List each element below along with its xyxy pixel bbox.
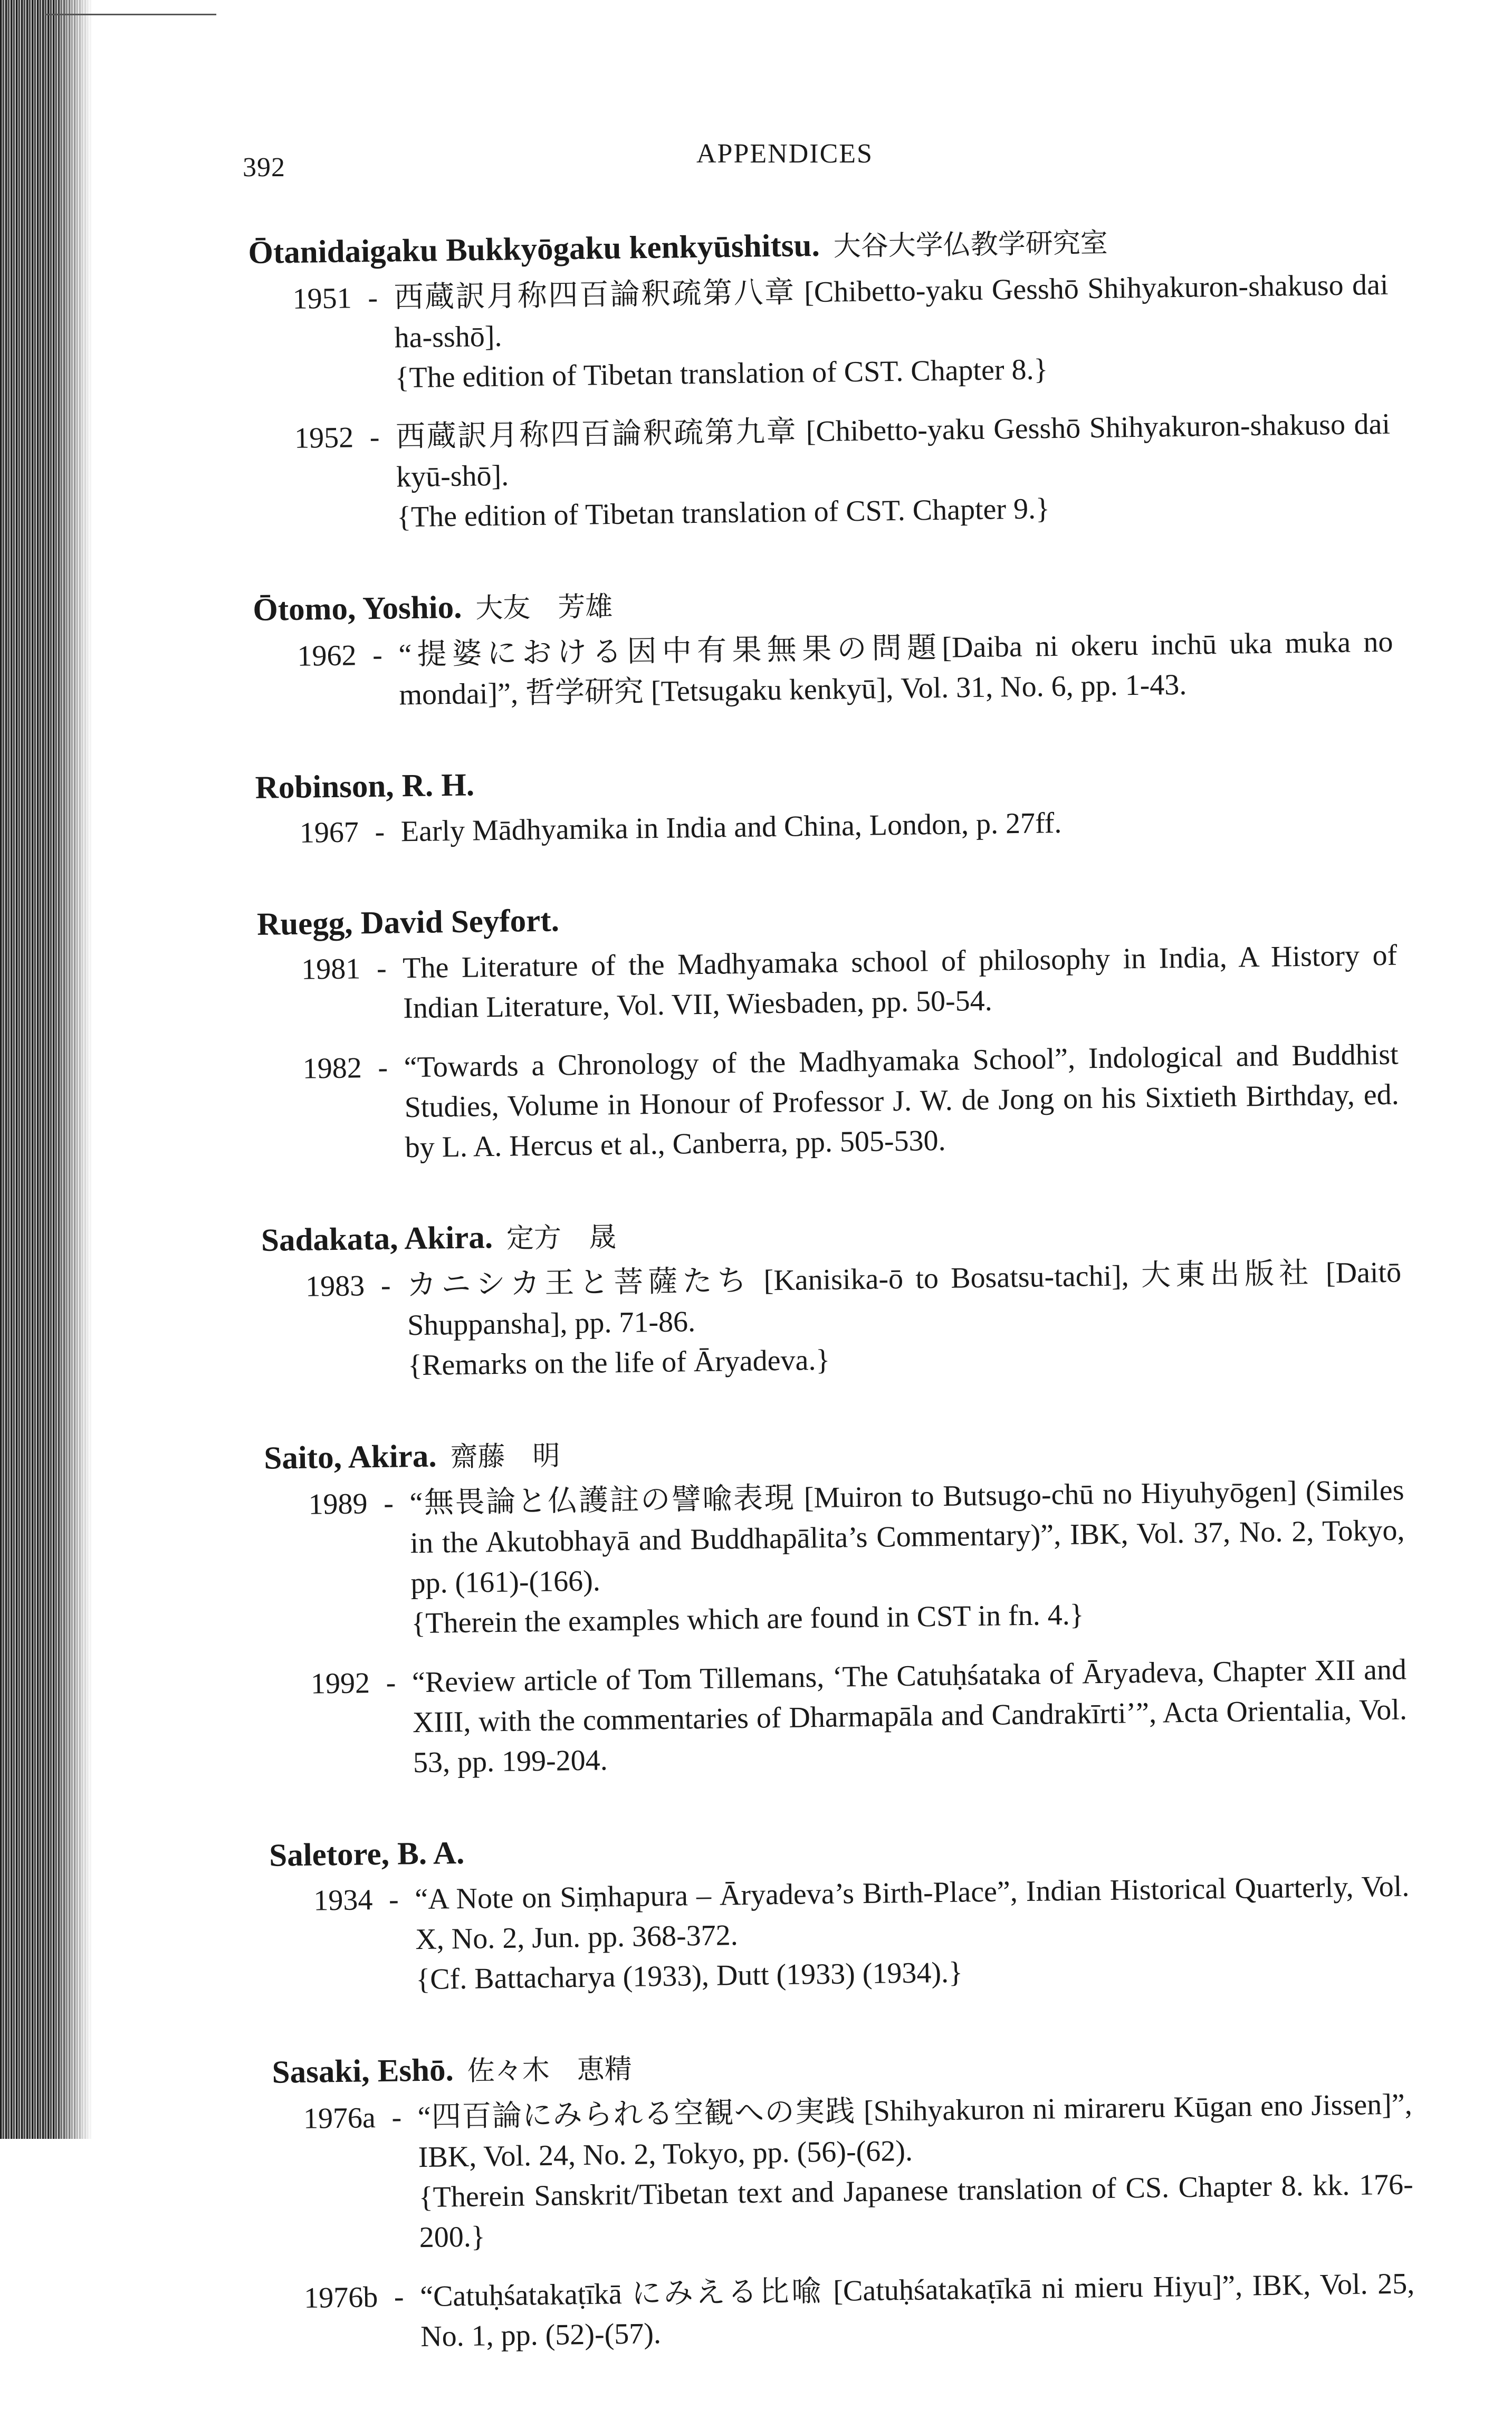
reference-text: “Catuḥśatakaṭīkā にみえる比喩 [Catuḥśatakaṭīkā ni mieru Hiyu]”, IBK, Vol. 25, No. 1, pp. (52)-(57). <box>419 2267 1415 2354</box>
reference-text: カニシカ王と菩薩たち [Kanisika-ō to Bosatsu-tachi], 大東出版社 [Daitō Shuppansha], pp. 71-86. <box>406 1256 1402 1342</box>
reference-year: 1934 <box>313 1884 373 1917</box>
reference-year: 1962 <box>297 639 357 673</box>
reference-body <box>396 404 1392 538</box>
reference-note: {Remarks on the life of Āryadeva.} <box>407 1343 830 1382</box>
reference-dash: - <box>383 1487 394 1520</box>
reference-note: {The edition of Tibetan translation of CST. Chapter 8.} <box>395 353 1048 395</box>
reference-text: “四百論にみられる空観への実践 [Shihyakuron ni mirareru Kūgan eno Jissen]”, IBK, Vol. 24, No. 2, Tokyo, pp. (56)-(62). <box>417 2088 1413 2174</box>
spine-shadow <box>53 0 92 2139</box>
bibliography-entry <box>261 1205 1403 1388</box>
reference-text: “提婆における因中有果無果の問題[Daiba ni okeru inchū uka muka no mondai]”, 哲学研究 [Tetsugaku kenkyū], Vol. 31, No. 6, pp. 1-43. <box>398 625 1393 712</box>
reference-dash: - <box>380 1269 391 1302</box>
bibliography-entry <box>253 575 1394 717</box>
reference-item <box>270 1866 1411 2001</box>
reference-note: {The edition of Tibetan translation of CST. Chapter 9.} <box>396 492 1050 534</box>
reference-text: The Literature of the Madhyamaka school of philosophy in India, A History of Indian Literature, Vol. VII, Wiesbaden, pp. 50-54. <box>402 939 1398 1025</box>
reference-item <box>248 265 1390 400</box>
bibliography-entry <box>272 2037 1415 2358</box>
author-name-japanese: 佐々木 恵精 <box>467 2053 633 2087</box>
reference-year: 1976a <box>303 2101 376 2135</box>
reference-year: 1952 <box>294 421 354 455</box>
reference-year: 1976b <box>303 2281 378 2315</box>
reference-year: 1951 <box>292 282 352 316</box>
author-name: Saletore, B. A. <box>269 1835 465 1873</box>
reference-body <box>420 2263 1415 2357</box>
reference-body <box>400 799 1395 852</box>
reference-body <box>415 1866 1411 2000</box>
author-name-japanese: 定方 晟 <box>506 1221 617 1255</box>
reference-dash: - <box>378 1051 388 1084</box>
reference-item <box>257 935 1398 1030</box>
bibliography-entry <box>257 889 1400 1170</box>
bibliography-entry <box>248 217 1391 539</box>
reference-text: 西蔵訳月称四百論釈疏第九章 [Chibetto-yaku Gesshō Shihyakuron-shakuso dai kyū-shō]. <box>395 407 1391 494</box>
author-name: Ōtomo, Yoshio. <box>252 589 462 628</box>
reference-note: {Cf. Battacharya (1933), Dutt (1933) (1934).} <box>415 1956 963 1996</box>
reference-text: “Towards a Chronology of the Madhyamaka School”, Indological and Buddhist Studies, Volume in Honour of Professor J. W. de Jong on his Sixtieth Birthday, ed. by L. A. Hercus et al., Canberra, pp. 505-530. <box>404 1038 1399 1164</box>
reference-body <box>398 622 1394 715</box>
reference-dash: - <box>394 2280 404 2314</box>
reference-dash: - <box>376 952 387 985</box>
page-header <box>0 0 1512 211</box>
bibliography-entry <box>255 752 1395 854</box>
bibliography-entries <box>248 217 1416 2409</box>
reference-text: Early Mādhyamika in India and China, London, p. 27ff. <box>400 806 1062 848</box>
reference-year: 1989 <box>308 1487 368 1521</box>
reference-year: 1983 <box>305 1269 365 1303</box>
reference-body <box>394 265 1390 398</box>
reference-note: {Therein the examples which are found in CST in fn. 4.} <box>411 1598 1084 1640</box>
reference-body <box>417 2084 1414 2258</box>
author-name: Ōtanidaigaku Bukkyōgaku kenkyūshitsu. <box>248 227 820 271</box>
reference-note: {Therein Sanskrit/Tibetan text and Japanese translation of CS. Chapter 8. kk. 176-200.} <box>418 2168 1414 2254</box>
reference-body <box>409 1470 1406 1644</box>
reference-dash: - <box>391 2101 402 2134</box>
reference-year: 1992 <box>310 1667 370 1700</box>
reference-item <box>267 1649 1408 1784</box>
bibliography-entry <box>264 1423 1408 1785</box>
reference-item <box>259 1035 1400 1170</box>
author-name: Sadakata, Akira. <box>261 1220 493 1258</box>
author-name: Ruegg, David Seyfort. <box>256 903 560 942</box>
page-number: 392 <box>243 152 285 183</box>
author-name: Saito, Akira. <box>263 1438 437 1476</box>
reference-text: 西蔵訳月称四百論釈疏第八章 [Chibetto-yaku Gesshō Shihyakuron-shakuso dai ha-sshō]. <box>394 268 1389 355</box>
reference-dash: - <box>369 420 380 454</box>
reference-item <box>264 1470 1406 1646</box>
reference-text: “A Note on Siṃhapura – Āryadeva’s Birth-Place”, Indian Historical Quarterly, Vol. X, No. 2, Jun. pp. 368-372. <box>414 1870 1410 1956</box>
reference-dash: - <box>375 815 385 848</box>
author-name-japanese: 大友 芳雄 <box>475 591 613 625</box>
author-name: Robinson, R. H. <box>255 767 475 806</box>
reference-item <box>253 622 1394 717</box>
reference-body <box>404 1035 1400 1168</box>
reference-dash: - <box>386 1666 396 1699</box>
bibliography-entry <box>269 1820 1411 2001</box>
author-name-japanese: 大谷大学仏教学研究室 <box>833 227 1108 263</box>
reference-year: 1982 <box>302 1051 362 1085</box>
reference-body <box>407 1253 1403 1386</box>
reference-year: 1981 <box>301 952 361 986</box>
reference-text: “Review article of Tom Tillemans, ‘The Catuḥśataka of Āryadeva, Chapter XII and XIII, with the commentaries of Dharmapāla and Candrakīrti’”, Acta Orientalia, Vol. 53, pp. 199-204. <box>412 1653 1408 1780</box>
reference-dash: - <box>388 1883 399 1916</box>
running-title: APPENDICES <box>696 139 873 169</box>
reference-item <box>262 1253 1403 1388</box>
reference-year: 1967 <box>299 816 359 849</box>
reference-dash: - <box>367 281 378 315</box>
reference-item <box>275 2263 1415 2358</box>
reference-dash: - <box>372 638 383 672</box>
author-name-japanese: 齋藤 明 <box>450 1440 560 1474</box>
reference-item <box>272 2084 1414 2259</box>
reference-body <box>403 935 1398 1029</box>
reference-body <box>412 1649 1408 1783</box>
author-name: Sasaki, Eshō. <box>272 2052 454 2090</box>
reference-item <box>251 404 1392 539</box>
reference-text: “無畏論と仏護註の譬喩表現 [Muiron to Butsugo-chū no Hiyuhyōgen] (Similes in the Akutobhayā and Buddhapālita’s Commentary)”, IBK, Vol. 37, No. 2, Tokyo, pp. (161)-(166). <box>409 1474 1405 1600</box>
